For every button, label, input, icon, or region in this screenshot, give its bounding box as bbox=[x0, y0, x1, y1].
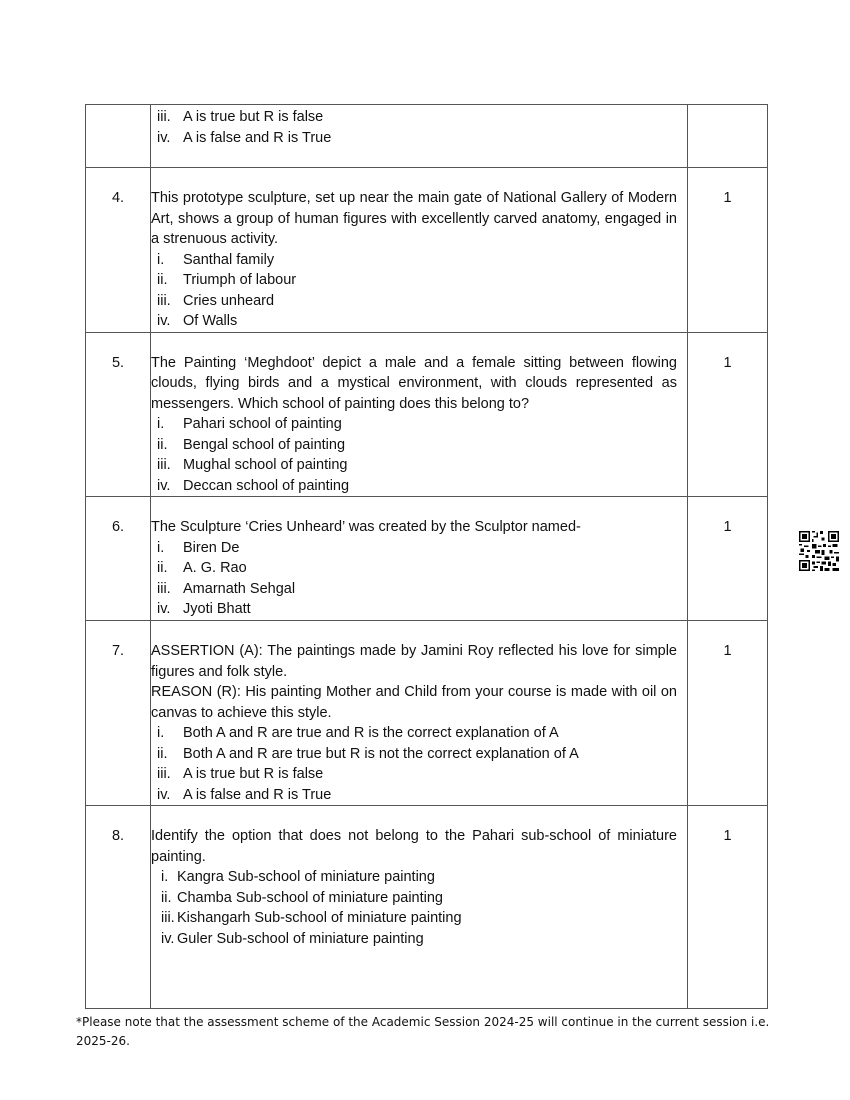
option-text: A. G. Rao bbox=[183, 560, 247, 576]
option-numeral: ii. bbox=[157, 436, 168, 453]
option-item bbox=[151, 250, 677, 271]
option-numeral: i. bbox=[157, 416, 165, 432]
option-item bbox=[151, 929, 677, 950]
option-numeral: iv. bbox=[157, 786, 171, 803]
option-numeral: ii. bbox=[157, 272, 168, 288]
question-row-5 bbox=[86, 332, 768, 497]
option-numeral: i. bbox=[157, 725, 165, 741]
option-list bbox=[151, 250, 677, 332]
assertion-text: ASSERTION (A): The paintings made by Jamini Roy reflected his love for simple figures and folk style. bbox=[151, 643, 677, 680]
option-item bbox=[151, 764, 677, 785]
question-number: 6. bbox=[111, 519, 125, 535]
option-item bbox=[151, 476, 677, 497]
question-row-7 bbox=[86, 621, 768, 806]
option-text: Deccan school of painting bbox=[183, 477, 350, 494]
option-list bbox=[151, 105, 677, 148]
option-item bbox=[151, 311, 677, 332]
option-list bbox=[151, 538, 677, 620]
option-numeral: iv. bbox=[157, 477, 171, 494]
option-item bbox=[151, 538, 677, 559]
question-text: This prototype sculpture, set up near the main gate of National Gallery of Modern Art, shows a group of human figures with excellently carved anatomy, engaged in a strenuous activity. bbox=[151, 190, 677, 247]
option-item bbox=[151, 599, 677, 620]
option-item bbox=[151, 723, 677, 744]
option-list bbox=[151, 867, 677, 949]
marks-value: 1 bbox=[723, 828, 732, 844]
option-item bbox=[151, 414, 677, 435]
option-text: Pahari school of painting bbox=[183, 416, 342, 432]
option-text: Both A and R are true but R is not the correct explanation of A bbox=[183, 745, 579, 762]
question-number: 7. bbox=[111, 643, 125, 659]
question-number bbox=[86, 105, 151, 168]
option-item bbox=[151, 455, 677, 476]
option-item bbox=[151, 579, 677, 600]
marks-value: 1 bbox=[723, 190, 732, 206]
question-text: The Sculpture ‘Cries Unheard’ was created by the Sculptor named- bbox=[151, 519, 581, 535]
option-numeral: iii. bbox=[157, 292, 171, 309]
option-text: Both A and R are true and R is the correct explanation of A bbox=[183, 725, 559, 741]
question-text: The Painting ‘Meghdoot’ depict a male and a female sitting between flowing clouds, flying birds and a mystical environment, with clouds represented as messengers. Which school of painting does this belong to? bbox=[151, 354, 677, 412]
question-number: 5. bbox=[111, 354, 125, 371]
option-item bbox=[151, 128, 677, 149]
option-numeral: i. bbox=[157, 251, 165, 268]
option-item bbox=[151, 908, 677, 929]
option-numeral: iii. bbox=[157, 580, 171, 597]
option-numeral: iii. bbox=[157, 109, 171, 125]
option-item bbox=[151, 107, 677, 128]
question-body bbox=[151, 105, 688, 168]
option-item bbox=[151, 888, 677, 909]
option-text: Triumph of labour bbox=[183, 272, 297, 288]
option-text: Santhal family bbox=[183, 251, 275, 268]
option-text: Biren De bbox=[183, 539, 240, 556]
option-list bbox=[151, 723, 677, 805]
option-text: Chamba Sub-school of miniature painting bbox=[177, 889, 443, 906]
option-text: A is false and R is True bbox=[183, 786, 332, 803]
footnote: *Please note that the assessment scheme of the Academic Session 2024-25 will continue in the current session i.e. 2025-26. bbox=[76, 1015, 770, 1048]
question-body bbox=[151, 332, 688, 497]
option-text: Bengal school of painting bbox=[183, 436, 346, 453]
question-row-4 bbox=[86, 168, 768, 333]
option-numeral: iii. bbox=[157, 766, 171, 782]
option-text: A is true but R is false bbox=[183, 109, 324, 125]
option-text: Of Walls bbox=[183, 313, 238, 329]
option-item bbox=[151, 558, 677, 579]
question-text: Identify the option that does not belong to the Pahari sub-school of miniature painting. bbox=[151, 828, 677, 865]
option-item bbox=[151, 785, 677, 806]
option-item bbox=[151, 744, 677, 765]
question-number: 4. bbox=[111, 190, 125, 206]
marks-value: 1 bbox=[723, 354, 732, 371]
option-numeral: iv. bbox=[157, 129, 171, 146]
option-numeral: iv. bbox=[157, 313, 171, 329]
option-numeral: iv. bbox=[161, 930, 175, 947]
option-list bbox=[151, 414, 677, 496]
option-text: Guler Sub-school of miniature painting bbox=[177, 930, 424, 947]
option-numeral: iii. bbox=[157, 457, 171, 473]
question-number: 8. bbox=[111, 828, 125, 844]
option-numeral: i. bbox=[157, 539, 165, 556]
question-body bbox=[151, 168, 688, 333]
option-numeral: ii. bbox=[157, 745, 168, 762]
option-text: Cries unheard bbox=[183, 292, 275, 309]
option-text: Kishangarh Sub-school of miniature painting bbox=[177, 910, 462, 926]
question-table bbox=[85, 104, 768, 1009]
option-text: Jyoti Bhatt bbox=[183, 601, 251, 617]
question-row-6 bbox=[86, 497, 768, 621]
option-item bbox=[151, 270, 677, 291]
marks-value: 1 bbox=[723, 643, 732, 659]
question-row-8 bbox=[86, 806, 768, 1009]
option-item bbox=[151, 291, 677, 312]
option-numeral: iii. bbox=[161, 910, 175, 926]
option-numeral: ii. bbox=[157, 560, 168, 576]
reason-text: REASON (R): His painting Mother and Child from your course is made with oil on canvas to achieve this style. bbox=[151, 684, 677, 721]
option-numeral: iv. bbox=[157, 601, 171, 617]
option-text: Kangra Sub-school of miniature painting bbox=[177, 869, 435, 885]
question-body bbox=[151, 497, 688, 621]
question-body bbox=[151, 806, 688, 1009]
marks-value: 1 bbox=[723, 519, 732, 535]
option-text: A is true but R is false bbox=[183, 766, 324, 782]
option-item bbox=[151, 867, 677, 888]
option-item bbox=[151, 435, 677, 456]
option-numeral: ii. bbox=[161, 889, 172, 906]
option-numeral: i. bbox=[161, 869, 169, 885]
question-row-continued bbox=[86, 105, 768, 168]
option-text: Mughal school of painting bbox=[183, 457, 348, 473]
option-text: Amarnath Sehgal bbox=[183, 580, 296, 597]
qr-code-icon bbox=[799, 531, 839, 571]
marks-cell bbox=[688, 105, 768, 168]
question-body bbox=[151, 621, 688, 806]
option-text: A is false and R is True bbox=[183, 129, 332, 146]
